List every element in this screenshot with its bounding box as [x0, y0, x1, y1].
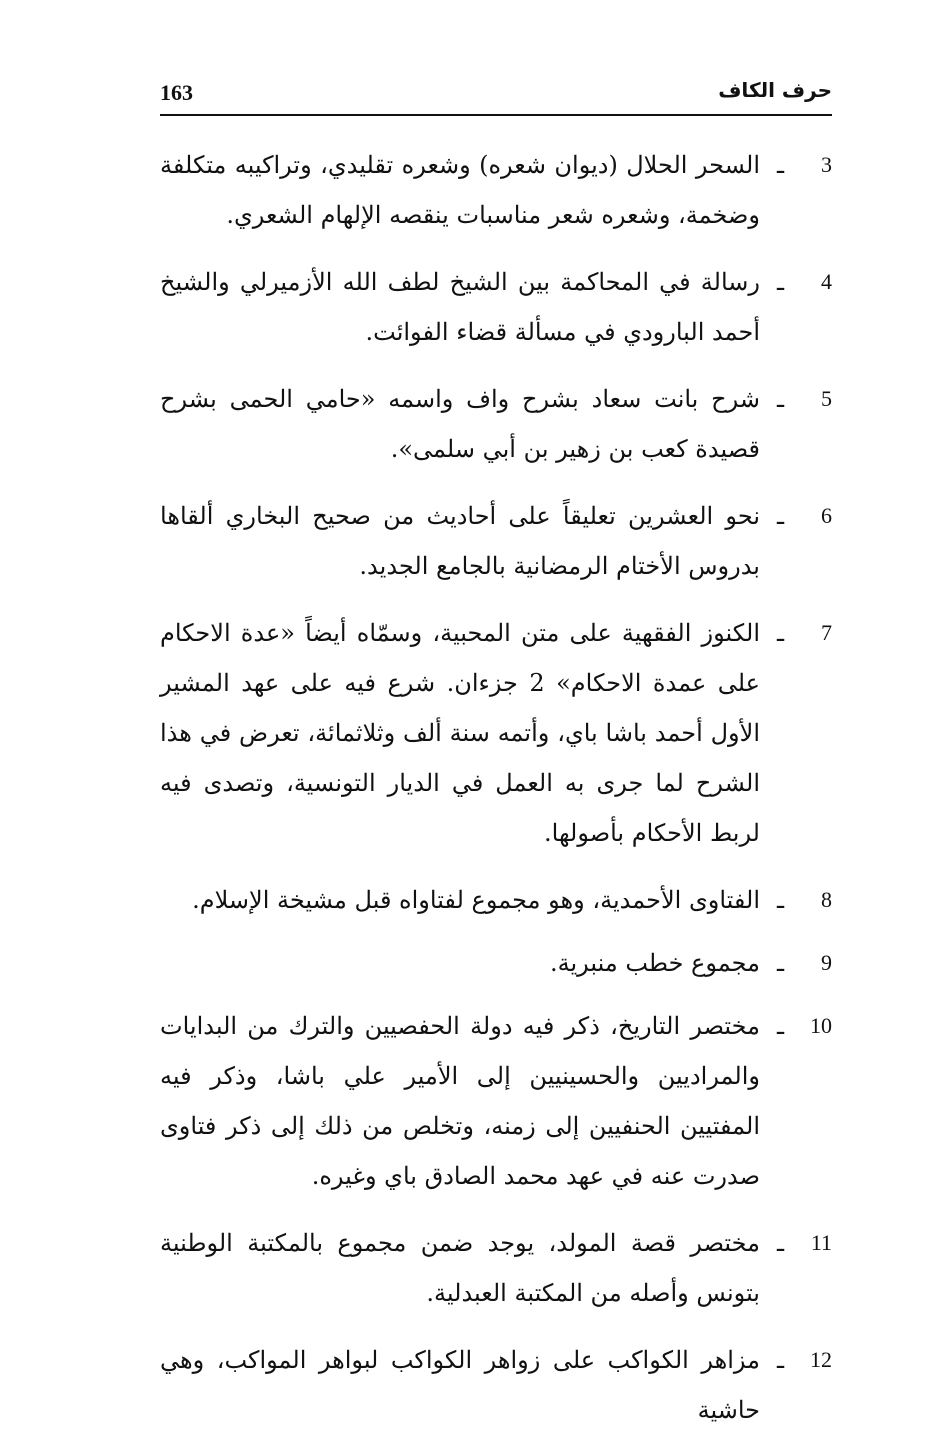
item-number: 10 [810, 1013, 832, 1038]
running-title: حرف الكاف [718, 78, 832, 102]
item-number: 7 [821, 620, 832, 645]
list-item [160, 938, 832, 988]
list-item [160, 1001, 832, 1201]
item-dash: ـ [776, 268, 784, 296]
page-header [160, 76, 832, 116]
item-number: 8 [821, 887, 832, 912]
item-text: مجموع خطب منبرية. [549, 949, 760, 977]
list-item [160, 875, 832, 925]
list-item [160, 608, 832, 858]
item-text: مزاهر الكواكب على زواهر الكواكب لبواهر المواكب، وهي حاشية [160, 1346, 760, 1424]
item-text: مختصر قصة المولد، يوجد ضمن مجموع بالمكتبة الوطنية بتونس وأصله من المكتبة العبدلية. [160, 1229, 760, 1307]
page-number: 163 [160, 80, 193, 105]
item-dash: ـ [776, 502, 784, 530]
item-text: مختصر التاريخ، ذكر فيه دولة الحفصيين والترك من البدايات والمراديين والحسينيين إلى الأمير علي باشا، وذكر فيه المفتيين الحنفيين إلى زمنه، وتخلص من ذلك إلى ذكر فتاوى صدرت عنه في عهد محمد الصادق باي وغيره. [160, 1012, 760, 1190]
item-text: السحر الحلال (ديوان شعره) وشعره تقليدي، وتراكيبه متكلفة وضخمة، وشعره شعر مناسبات ينقصه الإلهام الشعري. [160, 151, 760, 229]
list-item [160, 140, 832, 240]
item-dash: ـ [776, 385, 784, 413]
item-number: 4 [821, 269, 832, 294]
list-item [160, 374, 832, 474]
item-dash: ـ [776, 619, 784, 647]
item-number: 11 [810, 1230, 832, 1255]
item-dash: ـ [776, 1346, 784, 1374]
list-item [160, 1218, 832, 1318]
item-dash: ـ [776, 949, 784, 977]
item-text: نحو العشرين تعليقاً على أحاديث من صحيح البخاري ألقاها بدروس الأختام الرمضانية بالجامع الجديد. [160, 502, 760, 580]
item-number: 6 [821, 503, 832, 528]
item-dash: ـ [776, 1012, 784, 1040]
item-number: 3 [821, 152, 832, 177]
item-number: 5 [821, 386, 832, 411]
item-text: الفتاوى الأحمدية، وهو مجموع لفتاواه قبل مشيخة الإسلام. [192, 886, 760, 914]
item-dash: ـ [776, 886, 784, 914]
list-item [160, 491, 832, 591]
item-dash: ـ [776, 151, 784, 179]
item-number: 9 [821, 950, 832, 975]
item-number: 12 [810, 1347, 832, 1372]
list-item [160, 257, 832, 357]
bibliography-list [160, 140, 832, 1452]
list-item [160, 1335, 832, 1435]
item-text: الكنوز الفقهية على متن المحبية، وسمّاه أيضاً «عدة الاحكام على عمدة الاحكام» 2 جزءان. شرع فيه على عهد المشير الأول أحمد باشا باي، وأتمه سنة ألف وثلاثمائة، تعرض في هذا الشرح لما جرى به العمل في الديار التونسية، وتصدى فيه لربط الأحكام بأصولها. [160, 619, 761, 847]
item-dash: ـ [776, 1229, 784, 1257]
item-text: رسالة في المحاكمة بين الشيخ لطف الله الأزميرلي والشيخ أحمد البارودي في مسألة قضاء الفوائت. [160, 268, 760, 346]
item-text: شرح بانت سعاد بشرح واف واسمه «حامي الحمى بشرح قصيدة كعب بن زهير بن أبي سلمى». [160, 385, 760, 463]
